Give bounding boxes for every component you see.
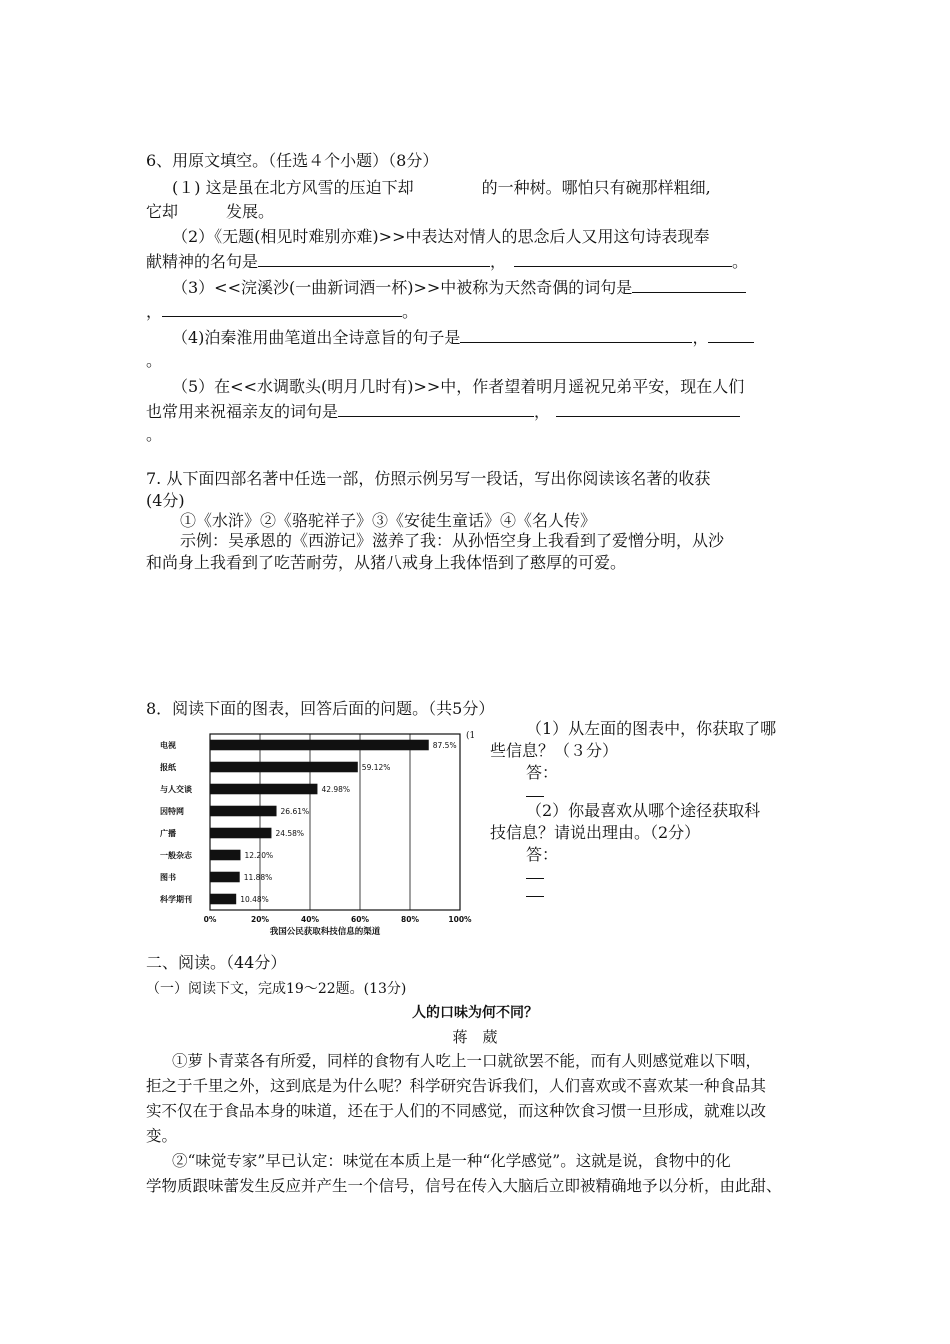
category-label: 图书	[160, 873, 176, 882]
q6-item4-blank2[interactable]	[708, 326, 754, 343]
q8-sub1-line1: （1）从左面的图表中，你获取了哪	[526, 719, 777, 738]
para2-line1: ②“味觉专家”早已认定：味觉在本质上是一种“化学感觉”。这就是说，食物中的化	[172, 1152, 731, 1170]
value-label: 26.61%	[280, 807, 310, 816]
q6-item1-line1	[172, 177, 711, 199]
q6-item3-blank1[interactable]	[632, 276, 746, 293]
x-tick-label: 100%	[448, 915, 472, 924]
bar	[210, 828, 271, 839]
q6-item2-comma: ，	[490, 252, 507, 271]
q6-item4-label: （4)泊秦淮用曲笔道出全诗意旨的句子是	[172, 328, 461, 347]
q6-item3-comma: ，	[146, 302, 163, 321]
q6-item4-comma: ，	[692, 328, 709, 347]
x-tick-label: 40%	[301, 915, 319, 924]
q8-answer2-blank1[interactable]	[526, 878, 544, 879]
bar-chart-svg	[158, 728, 478, 950]
category-label: 电视	[160, 741, 176, 750]
q8-sub1-line2: 些信息？（３分）	[490, 741, 619, 760]
q6-item1-text-c: 它却	[146, 202, 179, 221]
article-author: 蒋 葳	[452, 1028, 498, 1046]
value-label: 87.5%	[432, 741, 457, 750]
para1-line4: 变。	[146, 1127, 178, 1145]
value-label: 10.48%	[240, 895, 269, 904]
q6-item5-blank2[interactable]	[556, 400, 740, 417]
value-label: 12.20%	[244, 851, 274, 860]
x-axis-label: 我国公民获取科技信息的渠道	[269, 927, 381, 937]
x-tick-label: 20%	[251, 915, 269, 924]
x-tick-label: 80%	[401, 915, 419, 924]
q8-answer2-blank2[interactable]	[526, 896, 544, 897]
bar	[210, 872, 240, 883]
q8-answer1-label: 答：	[526, 763, 559, 782]
q6-item1-text-d: 发展。	[226, 202, 275, 221]
bar	[210, 784, 317, 795]
q6-item1-text-b: 的一种树。哪怕只有碗那样粗细,	[481, 178, 711, 197]
q6-item5-line2	[146, 400, 740, 423]
plot-frame	[210, 734, 460, 910]
q8-mark: (1	[466, 731, 476, 741]
q6-item3-period: 。	[402, 302, 419, 321]
q6-item2-blank2[interactable]	[514, 250, 732, 267]
q6-item4-line1	[172, 326, 754, 349]
q6-item4-blank1[interactable]	[460, 326, 692, 343]
q6-item3-label: （3）<<浣溪沙(一曲新词酒一杯)>>中被称为天然奇偶的词句是	[172, 278, 633, 297]
q8-sub2-line1: （2）你最喜欢从哪个途径获取科	[526, 801, 761, 820]
q6-item2-line1: （2）《无题(相见时难别亦难)>>中表达对情人的思念后人又用这句诗表现奉	[172, 227, 710, 246]
q6-item4-period: 。	[146, 351, 163, 370]
q7-example-line2: 和尚身上我看到了吃苦耐劳，从猪八戒身上我体悟到了憨厚的可爱。	[146, 553, 627, 572]
bar-chart	[158, 728, 478, 950]
bar	[210, 740, 429, 751]
q6-item5-blank1[interactable]	[338, 400, 534, 417]
q6-item2-period: 。	[732, 252, 749, 271]
q6-item5-label: 也常用来祝福亲友的词句是	[146, 402, 339, 421]
q8-sub2-line2: 技信息？请说出理由。（2分）	[490, 823, 701, 842]
x-tick-label: 0%	[203, 915, 217, 924]
q8-title: 8．阅读下面的图表，回答后面的问题。（共5分）	[146, 699, 495, 718]
bar	[210, 894, 236, 905]
q7-title: 7. 从下面四部名著中任选一部，仿照示例另写一段话，写出你阅读该名著的收获	[146, 469, 711, 488]
q7-books: ①《水浒》②《骆驼祥子》③《安徒生童话》④《名人传》	[180, 511, 597, 530]
reading-heading: 二、阅读。（44分）	[146, 953, 287, 972]
q7-score: (4分)	[146, 491, 185, 510]
bar	[210, 850, 241, 861]
q8-answer2-label: 答：	[526, 845, 559, 864]
q6-item3-blank2[interactable]	[162, 300, 402, 317]
para2-line2: 学物质跟味蕾发生反应并产生一个信号，信号在传入大脑后立即被精确地予以分析，由此甜、	[146, 1177, 782, 1195]
q6-title: 6、用原文填空。（任选４个小题）（8分）	[146, 151, 439, 170]
q7-example-line1: 示例：吴承恩的《西游记》滋养了我：从孙悟空身上我看到了爱憎分明，从沙	[180, 531, 725, 550]
category-label: 一般杂志	[160, 851, 192, 860]
category-label: 因特网	[160, 807, 184, 816]
q6-item3-line1	[172, 276, 746, 299]
para1-line1: ①萝卜青菜各有所爱，同样的食物有人吃上一口就欲罢不能，而有人则感觉难以下咽，	[172, 1052, 762, 1070]
bar	[210, 806, 277, 817]
para1-line2: 拒之于千里之外，这到底是为什么呢？科学研究告诉我们，人们喜欢或不喜欢某一种食品其	[146, 1077, 767, 1095]
value-label: 24.58%	[275, 829, 305, 838]
q6-item5-line1: （5）在<<水调歌头(明月几时有)>>中，作者望着明月遥祝兄弟平安，现在人们	[172, 377, 745, 396]
value-label: 42.98%	[321, 785, 351, 794]
category-label: 广播	[160, 829, 176, 838]
q6-item1-text-a: (１) 这是虽在北方风雪的压迫下却	[172, 178, 414, 197]
category-label: 科学期刊	[160, 895, 192, 904]
value-label: 59.12%	[361, 763, 391, 772]
category-label: 报纸	[160, 763, 176, 772]
q6-item5-period: 。	[146, 425, 163, 444]
q6-item3-line2	[146, 300, 418, 323]
q6-item2-label: 献精神的名句是	[146, 252, 259, 271]
para1-line3: 实不仅在于食品本身的味道，还在于人们的不同感觉，而这种饮食习惯一旦形成，就难以改	[146, 1102, 767, 1120]
x-tick-label: 60%	[351, 915, 369, 924]
q6-item1-line2	[146, 201, 274, 223]
value-label: 11.88%	[243, 873, 273, 882]
q8-answer1-blank[interactable]	[526, 796, 544, 797]
category-label: 与人交谈	[160, 785, 192, 794]
bar	[210, 762, 358, 773]
q6-item2-line2	[146, 250, 748, 273]
reading-subheading: （一）阅读下文，完成19～22题。(13分)	[146, 981, 407, 997]
q6-item2-blank1[interactable]	[258, 250, 490, 267]
article-title: 人的口味为何不同？	[412, 1005, 538, 1021]
q6-item5-comma: ，	[534, 402, 551, 421]
